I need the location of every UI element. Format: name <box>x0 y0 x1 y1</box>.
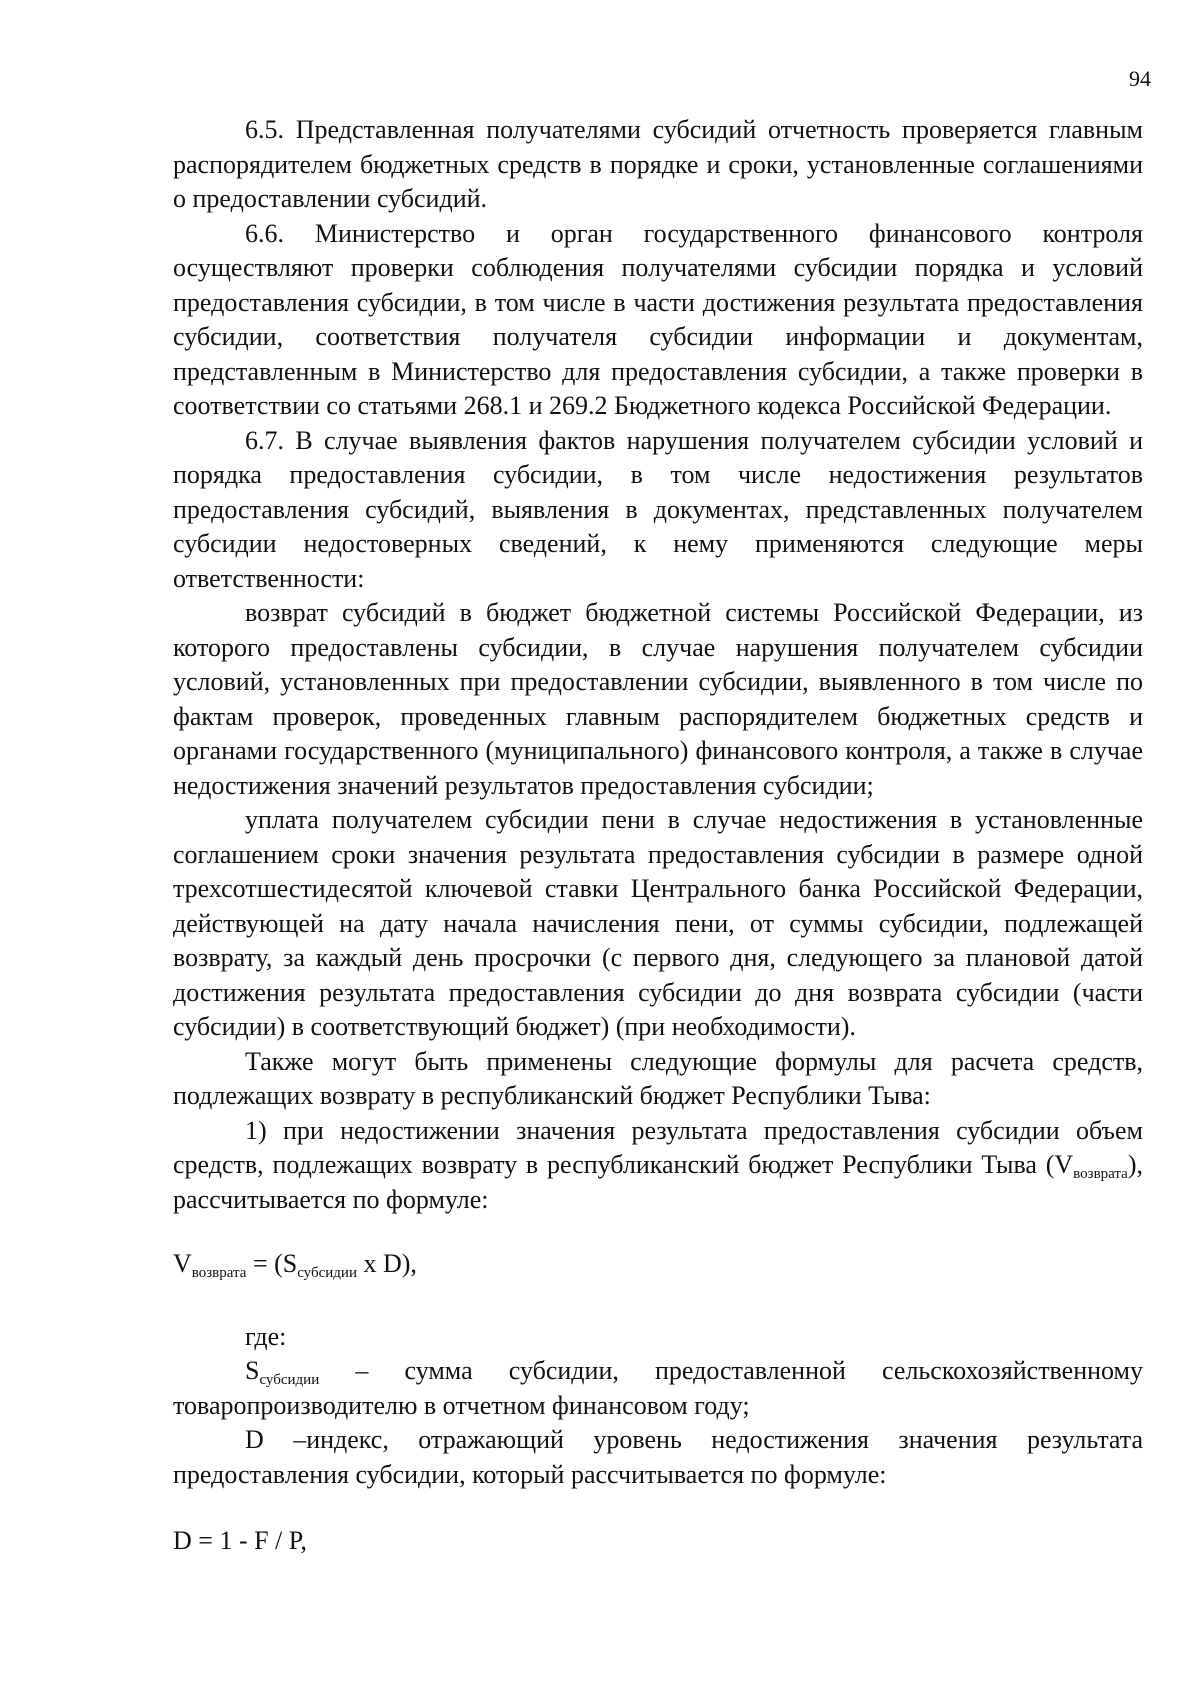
formula-eq: = (S <box>246 1249 298 1278</box>
measure-penalty: уплата получателем субсидии пени в случае недостижения в установленные соглашением сроки значения результата предоставления субсидии в размере одной трехсотшестидесятой ключевой ставки Центрального банка Российской Федерации, действующей на дату начала начисления пени, от суммы субсидии, подлежащей возврату, за каждый день просрочки (с первого дня, следующего за плановой датой достижения результата предоставления субсидии до дня возврата субсидии (части субсидии) в соответствующий бюджет) (при необходимости). <box>173 805 1143 1041</box>
paragraph-6-5: 6.5. Представленная получателями субсидий отчетность проверяется главным распорядителем бюджетных средств в порядке и сроки, установленные соглашениями о предоставлении субсидий. <box>173 115 1143 213</box>
item-1-sub: возврата <box>1073 1166 1128 1182</box>
s-definition <box>173 1354 1143 1423</box>
s-def-sub: субсидии <box>259 1372 320 1388</box>
d-definition: D –индекс, отражающий уровень недостижения значения результата предоставления субсидии, который рассчитывается по формуле: <box>173 1425 1143 1489</box>
document-body <box>173 113 1143 1559</box>
paragraph-6-7: 6.7. В случае выявления фактов нарушения получателем субсидии условий и порядка предоставления субсидии, в том числе недостижения результатов предоставления субсидий, выявления в документах, представленных получателем субсидии недостоверных сведений, к нему применяются следующие меры ответственности: <box>173 425 1143 593</box>
item-1-text: 1) при недостижении значения результата предоставления субсидии объем средств, подлежащих возврату в республиканский бюджет Республики Тыва ( <box>173 1115 1143 1179</box>
formulas-intro: Также могут быть применены следующие формулы для расчета средств, подлежащих возврату в республиканский бюджет Республики Тыва: <box>173 1046 1143 1110</box>
formula-v-return <box>173 1247 1143 1282</box>
formula-tail: x D), <box>356 1249 417 1278</box>
s-def-text: – сумма субсидии, предоставленной сельскохозяйственному товаропроизводителю в отчетном финансовом году; <box>173 1356 1143 1420</box>
item-1-tail: ), рассчитывается по формуле: <box>173 1150 1143 1214</box>
paragraph-6-6: 6.6. Министерство и орган государственного финансового контроля осуществляют проверки соблюдения получателями субсидии порядка и условий предоставления субсидии, в том числе в части достижения результата предоставления субсидии, соответствия получателя субсидии информации и документам, представленным в Министерство для предоставления субсидии, а также проверки в соответствии со статьями 268.1 и 269.2 Бюджетного кодекса Российской Федерации. <box>173 218 1143 420</box>
s-def-var: S <box>245 1356 260 1385</box>
where-label: где: <box>245 1321 287 1351</box>
formula-v: V <box>173 1249 192 1278</box>
formula-s-sub: субсидии <box>297 1265 357 1281</box>
page-number: 94 <box>1129 66 1151 91</box>
measure-return: возврат субсидий в бюджет бюджетной системы Российской Федерации, из которого предоставлены субсидии, в случае нарушения получателем субсидии условий, установленных при предоставлении субсидии, выявленного в том числе по фактам проверок, проведенных главным распорядителем бюджетных средств и органами государственного (муниципального) финансового контроля, а также в случае недостижения значений результатов предоставления субсидии; <box>173 598 1143 800</box>
formula-v-sub: возврата <box>191 1265 247 1281</box>
item-1-var: V <box>1054 1150 1074 1179</box>
item-1 <box>173 1114 1143 1218</box>
formula-d: D = 1 - F / P, <box>173 1526 307 1555</box>
